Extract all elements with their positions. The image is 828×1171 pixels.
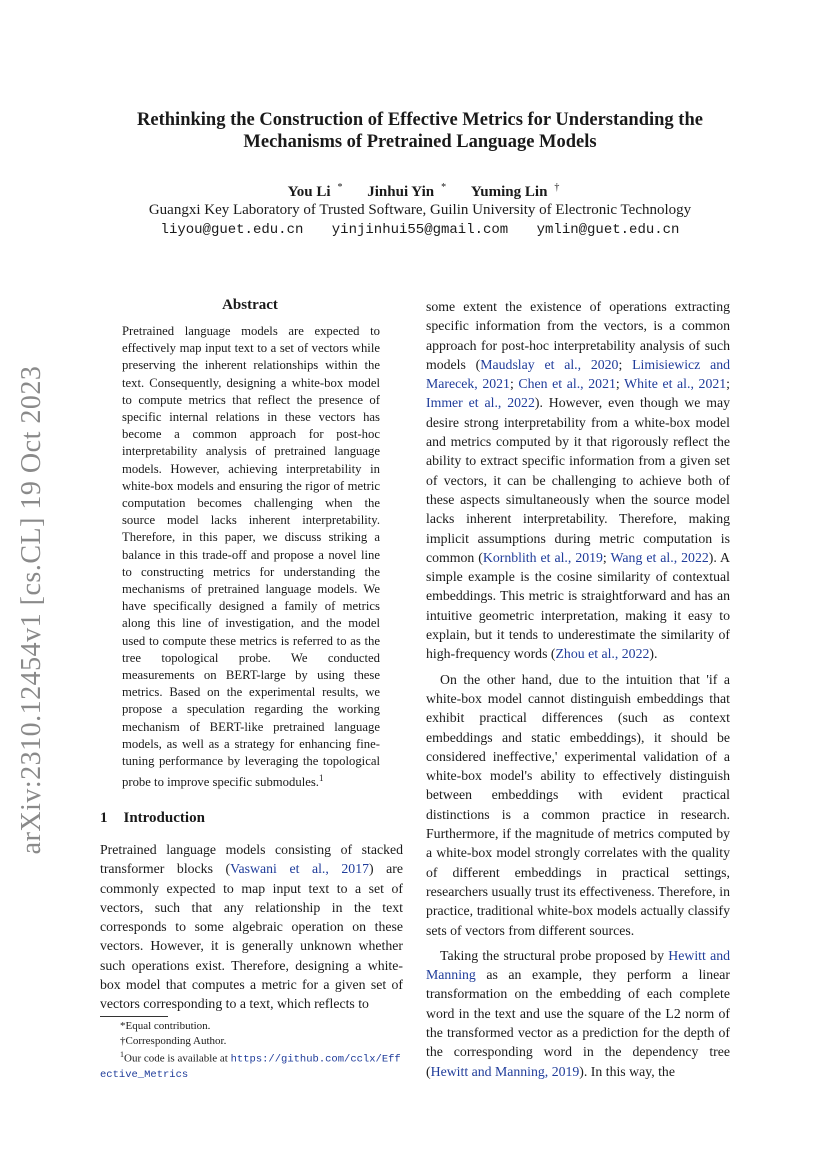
abstract-body bbox=[122, 323, 380, 792]
abstract-heading: Abstract bbox=[222, 297, 278, 313]
author-1-name: You Li bbox=[287, 184, 331, 200]
right-p1-text-c: ). A simple example is the cosine similarity of contextual embeddings. This metric is straightforward and has an intuitive geometric interpretation, making it easy to explain, but it tends to underestimate the similarity of high-frequency words ( bbox=[426, 549, 730, 662]
right-p3-text-b: as an example, they perform a linear transformation on the embedding of each complete word in the text and use the square of the L2 norm of the transformed vector as a prediction for the depth of the corresponding word in the dependency tree ( bbox=[426, 967, 730, 1079]
code-url-link[interactable]: https://github.com/cclx/Effective_Metrics bbox=[100, 1053, 401, 1082]
citation-hewitt-manning-2019[interactable]: Hewitt and Manning, 2019 bbox=[430, 1063, 580, 1079]
citation-kornblith[interactable]: Kornblith et al., 2019 bbox=[482, 549, 603, 565]
footnote-code-mark: 1 bbox=[120, 1050, 124, 1059]
affiliation: Guangxi Key Laboratory of Trusted Software, Guilin University of Electronic Technology bbox=[148, 202, 692, 218]
footnote-divider bbox=[100, 1016, 168, 1017]
arxiv-stamp bbox=[10, 365, 54, 855]
footnotes bbox=[100, 1019, 403, 1083]
author-list bbox=[90, 182, 750, 201]
right-column bbox=[426, 297, 730, 1081]
author-2-mark: * bbox=[441, 182, 447, 193]
right-p1-text-b: ). However, even though we may desire strong interpretability from a white-box model and metrics computed by it that rigorously reflect the ability to extract specific information from a given set of vectors, it can be challenging to achieve both of these aspects simultaneously when the source model lacks inherent interpretability. Therefore, making implicit assumptions during metric computation is common ( bbox=[426, 395, 730, 565]
citation-chen[interactable]: Chen et al., 2021 bbox=[518, 376, 616, 392]
right-p1-text-d: ). bbox=[649, 646, 658, 662]
author-3 bbox=[464, 184, 560, 200]
email-1[interactable]: liyou@guet.edu.cn bbox=[160, 222, 304, 238]
abstract-footnote-mark[interactable]: 1 bbox=[318, 773, 324, 784]
email-3[interactable]: ymlin@guet.edu.cn bbox=[536, 222, 680, 238]
author-3-name: Yuming Lin bbox=[470, 184, 548, 200]
citation-maudslay[interactable]: Maudslay et al., 2020 bbox=[480, 356, 619, 372]
author-2 bbox=[360, 184, 446, 200]
email-2[interactable]: yinjinhui55@gmail.com bbox=[331, 222, 509, 238]
citation-wang[interactable]: Wang et al., 2022 bbox=[610, 549, 709, 565]
arxiv-stamp-text: arXiv:2310.12454v1 [cs.CL] 19 Oct 2023 bbox=[16, 365, 47, 855]
citation-separator: ; bbox=[615, 376, 625, 392]
right-p3-text-a: Taking the structural probe proposed by bbox=[440, 947, 669, 963]
section-number: 1 bbox=[100, 810, 108, 826]
right-paragraph-2: On the other hand, due to the intuition that 'if a white-box model cannot distinguish embeddings that exhibit practical differences (such as context embeddings and static embeddings), it should be considered ineffective,' experimental validation of a white-box model's ability to effectively distinguish between embeddings with evident practical distinctions is a common practice in research. Furthermore, if the magnitude of metrics computed by a white-box model strongly correlates with the quality of different embeddings in practical settings, researchers usually trust its effectiveness. Therefore, in practice, traditional white-box models actually classify sets of vectors from different sources. bbox=[426, 671, 730, 938]
citation-white[interactable]: White et al., 2021 bbox=[624, 376, 727, 392]
abstract-text: Pretrained language models are expected to effectively map input text to a set of vectors while preserving the inherent relationships within the text. Consequently, designing a white-box model to compute metrics that reflect the presence of specific internal relations in these vectors has become a common approach for post-hoc interpretability analysis of pretrained language models. However, achieving interpretability in white-box models and ensuring the rigor of metric computation becomes challenging when the source model lacks inherent interpretability. Therefore, in this paper, we discuss striking a balance in this trade-off and propose a novel line to constructing metrics for understanding the mechanisms of pretrained language models. We have specifically designed a family of metrics along this line of investigation, and the model used to compute these metrics is referred to as the tree topological probe. We conducted measurements on BERT-large by using these metrics. Based on the experimental results, we propose a speculation regarding the working mechanism of BERT-like pretrained language models, as well as a strategy for enhancing fine-tuning performance by leveraging the topological probe to improve specific submodules. bbox=[122, 324, 380, 790]
citation-hewitt-manning[interactable]: Hewitt and Manning bbox=[426, 947, 731, 983]
intro-text-a: Pretrained language models consisting of stacked transformer blocks ( bbox=[100, 842, 403, 877]
footnote-code-text: Our code is available at bbox=[124, 1052, 231, 1065]
intro-text-b: ) are commonly expected to map input text to a set of vectors, such that any relationship in the text corresponds to some algebraic operation on these vectors. However, it is generally unknown whether such operations exist. Therefore, designing a white-box model that computes a metric for a given set of vectors corresponding to a text, which reflects to bbox=[100, 861, 404, 1012]
footnote-equal-contribution: *Equal contribution. bbox=[120, 1020, 211, 1032]
citation-zhou[interactable]: Zhou et al., 2022 bbox=[555, 646, 650, 662]
right-paragraph-1 bbox=[426, 297, 730, 664]
footnote-code bbox=[100, 1048, 403, 1083]
title-line-1: Rethinking the Construction of Effective Metrics for Understanding the bbox=[137, 110, 703, 130]
footnote-corresponding-author: †Corresponding Author. bbox=[120, 1034, 227, 1047]
intro-paragraph bbox=[100, 840, 403, 1014]
title-line-2: Mechanisms of Pretrained Language Models bbox=[243, 132, 597, 152]
section-heading-introduction bbox=[100, 810, 205, 827]
author-3-mark: † bbox=[554, 182, 560, 193]
section-title: Introduction bbox=[123, 810, 205, 826]
author-2-name: Jinhui Yin bbox=[367, 184, 435, 200]
paper-title bbox=[90, 109, 750, 153]
citation-immer[interactable]: Immer et al., 2022 bbox=[426, 395, 535, 411]
email-list bbox=[90, 222, 750, 238]
right-p1-text-a: some extent the existence of operations extracting specific information from the vectors, is a common approach for post-hoc interpretability analysis of such models ( bbox=[426, 299, 730, 372]
citation-separator: ; bbox=[602, 549, 611, 565]
citation-separator: ; bbox=[509, 376, 519, 392]
citation-separator: ; bbox=[726, 376, 730, 392]
author-1 bbox=[281, 184, 343, 200]
citation-limisiewicz[interactable]: Limisiewicz and Marecek, 2021 bbox=[426, 356, 730, 392]
right-paragraph-3 bbox=[426, 946, 730, 1081]
citation-vaswani[interactable]: Vaswani et al., 2017 bbox=[230, 861, 369, 877]
citation-separator: ; bbox=[618, 356, 633, 372]
right-p3-text-c: ). In this way, the bbox=[579, 1063, 675, 1079]
author-1-mark: * bbox=[337, 182, 343, 193]
